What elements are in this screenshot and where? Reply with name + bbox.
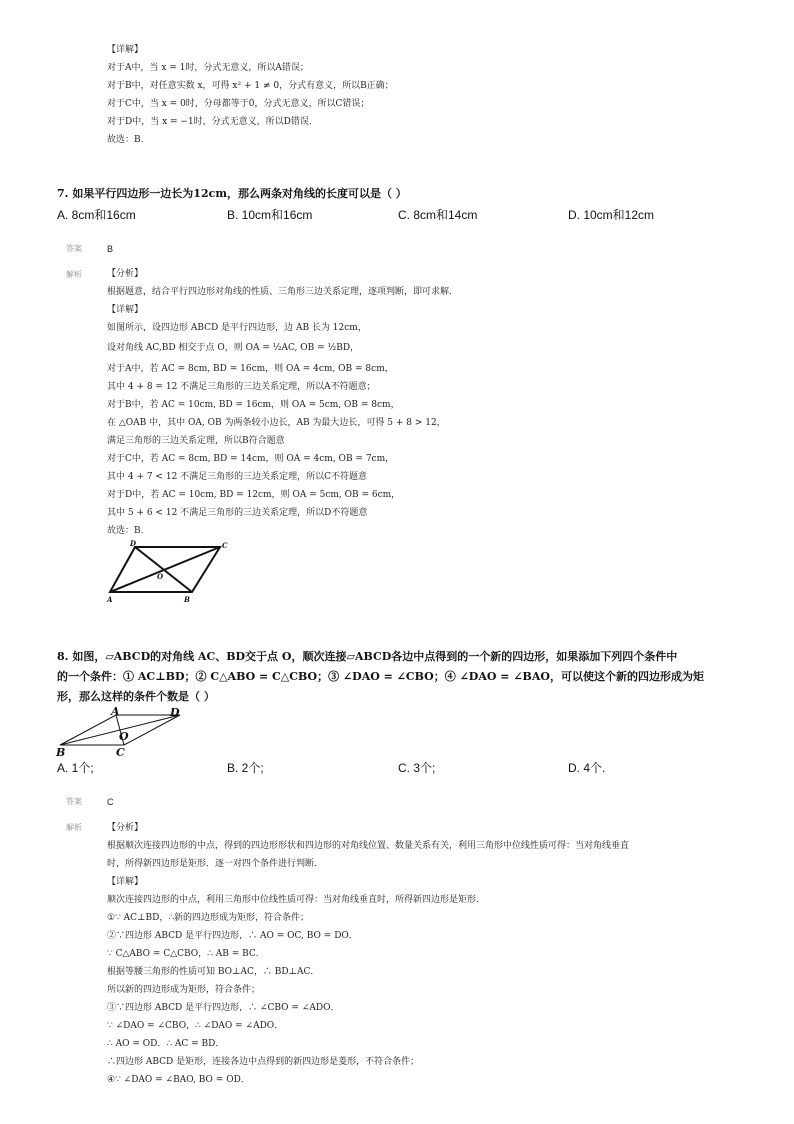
q7-answer-tag: 答案 [66, 244, 82, 253]
q7-label-a: A [107, 595, 113, 604]
q7-line: 其中 5 + 6 < 12 不满足三角形的三边关系定理，所以D不符题意 [107, 508, 368, 518]
q7-line: 其中 4 + 7 < 12 不满足三角形的三边关系定理，所以C不符题意 [107, 472, 368, 482]
q7-line: 【详解】 [107, 305, 144, 315]
q8-label-b: B [56, 746, 66, 759]
q8-analysis-tag: 解析 [66, 823, 82, 832]
q8-line: ①∵ AC⊥BD，∴新的四边形成为矩形，符合条件； [107, 913, 310, 923]
q8-line: 根据顺次连接四边形的中点，得到的四边形形状和四边形的对角线位置、数量关系有关，利用三角形中位线性质可得：当对角线垂直 [107, 841, 630, 851]
q8-line: 根据等腰三角形的性质可知 BO⊥AC，∴ BD⊥AC． [107, 967, 320, 977]
q8-question-line: 的一个条件：① AC⊥BD；② C△ABO = C△CBO；③ ∠DAO = ∠CBO；④ ∠DAO = ∠BAO，可以使这个新的四边形成为矩 [57, 670, 704, 683]
q8-option-a: A. 1个; [57, 761, 94, 775]
q7-diagonal-ac [110, 547, 220, 592]
q7-label-o: O [157, 572, 164, 581]
q7-line: 满足三角形的三边关系定理，所以B符合题意 [107, 436, 285, 446]
q6-line: 对于B中，对任意实数 x，可得 x² + 1 ≠ 0，分式有意义，所以B正确； [107, 81, 394, 91]
q8-parallelogram-figure [52, 704, 192, 760]
q8-line: 【详解】 [107, 877, 144, 887]
q7-line: 设对角线 AC,BD 相交于点 O，则 OA = ½AC, OB = ½BD， [107, 343, 360, 353]
q6-line: 对于A中，当 x = 1时，分式无意义，所以A错误； [107, 63, 309, 73]
q7-label-b: B [184, 595, 190, 604]
q7-line: 故选：B. [107, 526, 144, 536]
q7-line: 对于C中，若 AC = 8cm, BD = 14cm，则 OA = 4cm, OB = 7cm， [107, 454, 395, 464]
q7-line: 其中 4 + 8 = 12 不满足三角形的三边关系定理，所以A不符题意； [107, 382, 376, 392]
q6-line: 【详解】 [107, 45, 144, 55]
q8-label-o: O [119, 730, 129, 743]
q7-option-a: A. 8cm和16cm [57, 208, 136, 222]
q7-option-c: C. 8cm和14cm [398, 208, 478, 222]
q7-line: 对于B中，若 AC = 10cm, BD = 16cm，则 OA = 5cm, OB = 8cm， [107, 400, 400, 410]
q7-label-c: C [222, 541, 228, 550]
q6-line: 对于C中，当 x = 0时，分母都等于0，分式无意义，所以C错误； [107, 99, 370, 109]
q6-line: 对于D中，当 x = −1时，分式无意义，所以D错误． [107, 117, 318, 127]
q7-analysis-tag: 解析 [66, 270, 82, 279]
q7-parallelogram-figure [104, 538, 234, 606]
q7-line: 如图所示，设四边形 ABCD 是平行四边形，边 AB 长为 12cm， [107, 323, 367, 333]
q8-answer: C [107, 797, 114, 807]
q7-label-d: D [130, 539, 137, 548]
q8-line: ④∵ ∠DAO = ∠BAO, BO = OD． [107, 1075, 250, 1085]
q8-label-a: A [111, 705, 120, 718]
q8-line: 顺次连接四边形的中点，利用三角形中位线性质可得：当对角线垂直时，所得新四边形是矩形． [107, 895, 486, 905]
q7-option-d: D. 10cm和12cm [568, 208, 655, 222]
q8-label-d: D [170, 706, 180, 719]
q8-line: ③∵四边形 ABCD 是平行四边形，∴ ∠CBO = ∠ADO． [107, 1003, 340, 1013]
q7-line: 对于D中，若 AC = 10cm, BD = 12cm，则 OA = 5cm, OB = 6cm， [107, 490, 401, 500]
q8-line: 所以新的四边形成为矩形，符合条件； [107, 985, 261, 995]
q8-label-c: C [116, 746, 125, 759]
q7-question: 7. 如果平行四边形一边长为12cm，那么两条对角线的长度可以是（ ） [57, 187, 407, 200]
q8-line: ∴四边形 ABCD 是矩形，连接各边中点得到的新四边形是菱形，不符合条件； [107, 1057, 420, 1067]
q8-line: ∵ C△ABO = C△CBO，∴ AB = BC． [107, 949, 265, 959]
q7-line: 根据题意，结合平行四边形对角线的性质、三角形三边关系定理，逐项判断，即可求解． [107, 287, 459, 297]
q8-line: ②∵四边形 ABCD 是平行四边形，∴ AO = OC, BO = DO． [107, 931, 358, 941]
q8-option-d: D. 4个. [568, 761, 606, 775]
q8-line: 时，所得新四边形是矩形．逐一对四个条件进行判断． [107, 859, 324, 869]
q7-option-b: B. 10cm和16cm [227, 208, 313, 222]
q6-line: 故选：B. [107, 135, 144, 145]
q8-question-line: 形，那么这样的条件个数是（ ） [57, 690, 215, 703]
q8-option-c: C. 3个; [398, 761, 436, 775]
q7-line: 【分析】 [107, 269, 144, 279]
q8-line: 【分析】 [107, 823, 144, 833]
q7-line: 对于A中，若 AC = 8cm, BD = 16cm，则 OA = 4cm, OB = 8cm， [107, 364, 394, 374]
q7-answer: B [107, 244, 114, 254]
q8-line: ∴ AO = OD．∴ AC = BD． [107, 1039, 225, 1049]
q8-option-b: B. 2个; [227, 761, 264, 775]
q8-answer-tag: 答案 [66, 797, 82, 806]
q8-question-line: 8. 如图，▱ABCD的对角线 AC、BD交于点 O，顺次连接▱ABCD各边中点得到的一个新的四边形，如果添加下列四个条件中 [57, 650, 678, 663]
q7-line: 在 △OAB 中，其中 OA, OB 为两条较小边长，AB 为最大边长，可得 5 + 8 > 12， [107, 418, 446, 428]
q8-line: ∵ ∠DAO = ∠CBO，∴ ∠DAO = ∠ADO． [107, 1021, 284, 1031]
